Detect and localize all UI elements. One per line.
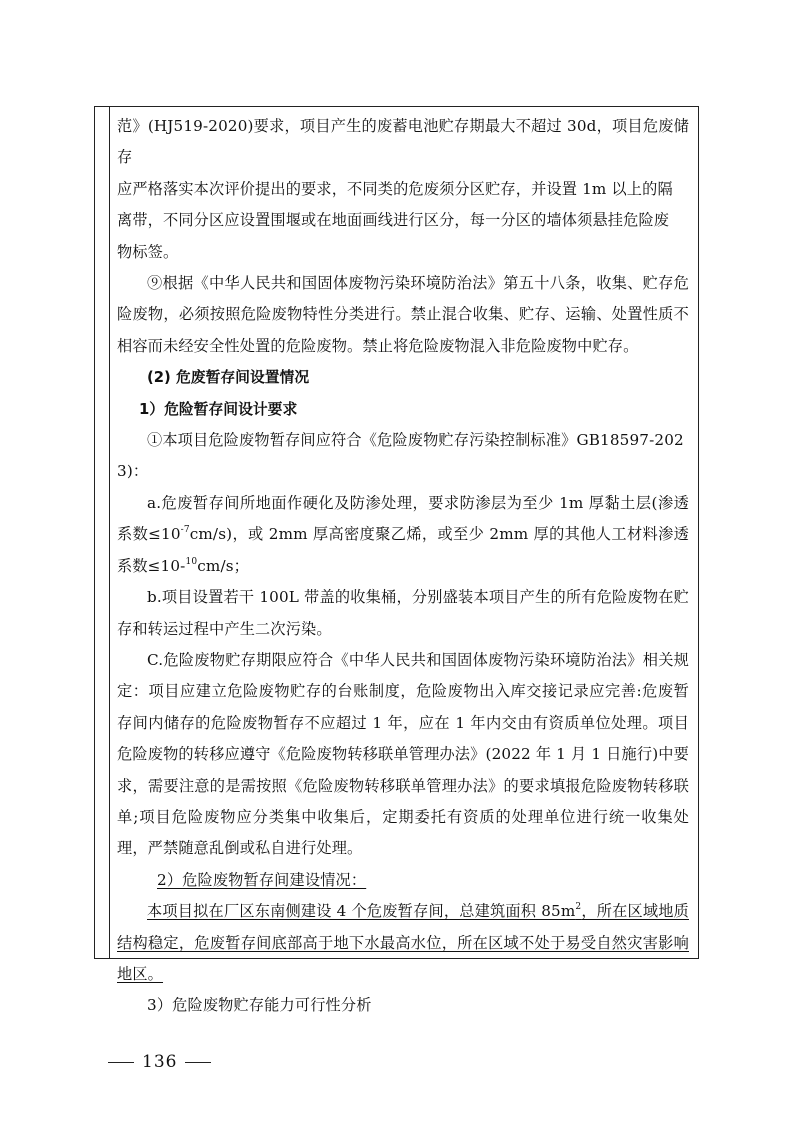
- paragraph-standard-line: ①本项目危险废物暂存间应符合《危险废物贮存污染控制标准》GB18597-202: [147, 431, 684, 450]
- text-run: cm/s)，或 2mm 厚高密度聚乙烯，或至少 2mm 厚的其他人工材料渗透系数≤10-: [117, 525, 689, 575]
- page-number: 136: [142, 1052, 178, 1072]
- subsection-heading: 1）危险暂存间设计要求: [139, 400, 298, 418]
- paragraph-line: 应严格落实本次评价提出的要求，不同类的危废须分区贮存，并设置 1m 以上的隔: [117, 179, 673, 198]
- subsection-construction-heading: [117, 865, 689, 896]
- footer-dash-right: [185, 1062, 211, 1063]
- superscript: -7: [180, 525, 190, 536]
- paragraph-line: 范》(HJ519-2020)要求，项目产生的废蓄电池贮存期最大不超过 30d，项目危废储存: [117, 117, 689, 167]
- paragraph-item-a: [117, 488, 689, 582]
- paragraph-item-b: b.项目设置若干 100L 带盖的收集桶，分别盛装本项目产生的所有危险废物在贮存和转运过程中产生二次污染。: [117, 588, 689, 638]
- paragraph-law-clause: ⑨根据《中华人民共和国固体废物污染环境防治法》第五十八条，收集、贮存危险废物，必须按照危险废物特性分类进行。禁止混合收集、贮存、运输、处置性质不相容而未经安全性处置的危险废物。禁止将危险废物混入非危险废物中贮存。: [117, 274, 689, 355]
- underlined-text: 2）危险废物暂存间建设情况：: [157, 870, 367, 889]
- paragraph-line: 离带，不同分区应设置围堰或在地面画线进行区分，每一分区的墙体须悬挂危险废: [117, 211, 670, 230]
- table-left-column-border: [109, 107, 110, 958]
- text-run: ，所在区域地质结构稳定，危废暂存间底部高于地下水最高水位，所在区域不处于易受自然灾害影响地区。: [117, 902, 689, 983]
- superscript: 2: [575, 902, 582, 913]
- text-run: a.危废暂存间所地面作硬化及防渗处理，要求防渗层为至少 1m 厚黏土层(渗透系数≤10: [117, 493, 689, 544]
- section-heading: (2) 危废暂存间设置情况: [147, 369, 310, 387]
- text-run: cm/s；: [197, 556, 249, 575]
- document-body: [117, 111, 689, 1022]
- underlined-text: [117, 902, 689, 983]
- superscript: 10: [185, 556, 198, 567]
- page-footer: [100, 1052, 219, 1072]
- text-run: 本项目拟在厂区东南侧建设 4 个危废暂存间，总建筑面积 85m: [147, 902, 576, 921]
- paragraph-line: 物标签。: [117, 242, 179, 261]
- paragraph-construction: [117, 896, 689, 990]
- paragraph-item-c: C.危险废物贮存期限应符合《中华人民共和国固体废物污染环境防治法》相关规定：项目应建立危险废物贮存的台账制度，危险废物出入库交接记录应完善:危废暂存间内储存的危险废物暂存不应超过 1 年，应在 1 年内交由有资质单位处理。项目危险废物的转移应遵守《危险废物转移联单管理办法》(2022 年 1 月 1 日施行)中要求，需要注意的是需按照《危险废物转移联单管理办法》的要求填报危险废物转移联单;项目危险废物应分类集中收集后，定期委托有资质的处理单位进行统一收集处理，严禁随意乱倒或私自进行处理。: [117, 650, 689, 858]
- footer-dash-left: [108, 1062, 134, 1063]
- paragraph-standard-line: 3)：: [117, 462, 149, 481]
- subsection-capacity-heading: 3）危险废物贮存能力可行性分析: [147, 996, 372, 1015]
